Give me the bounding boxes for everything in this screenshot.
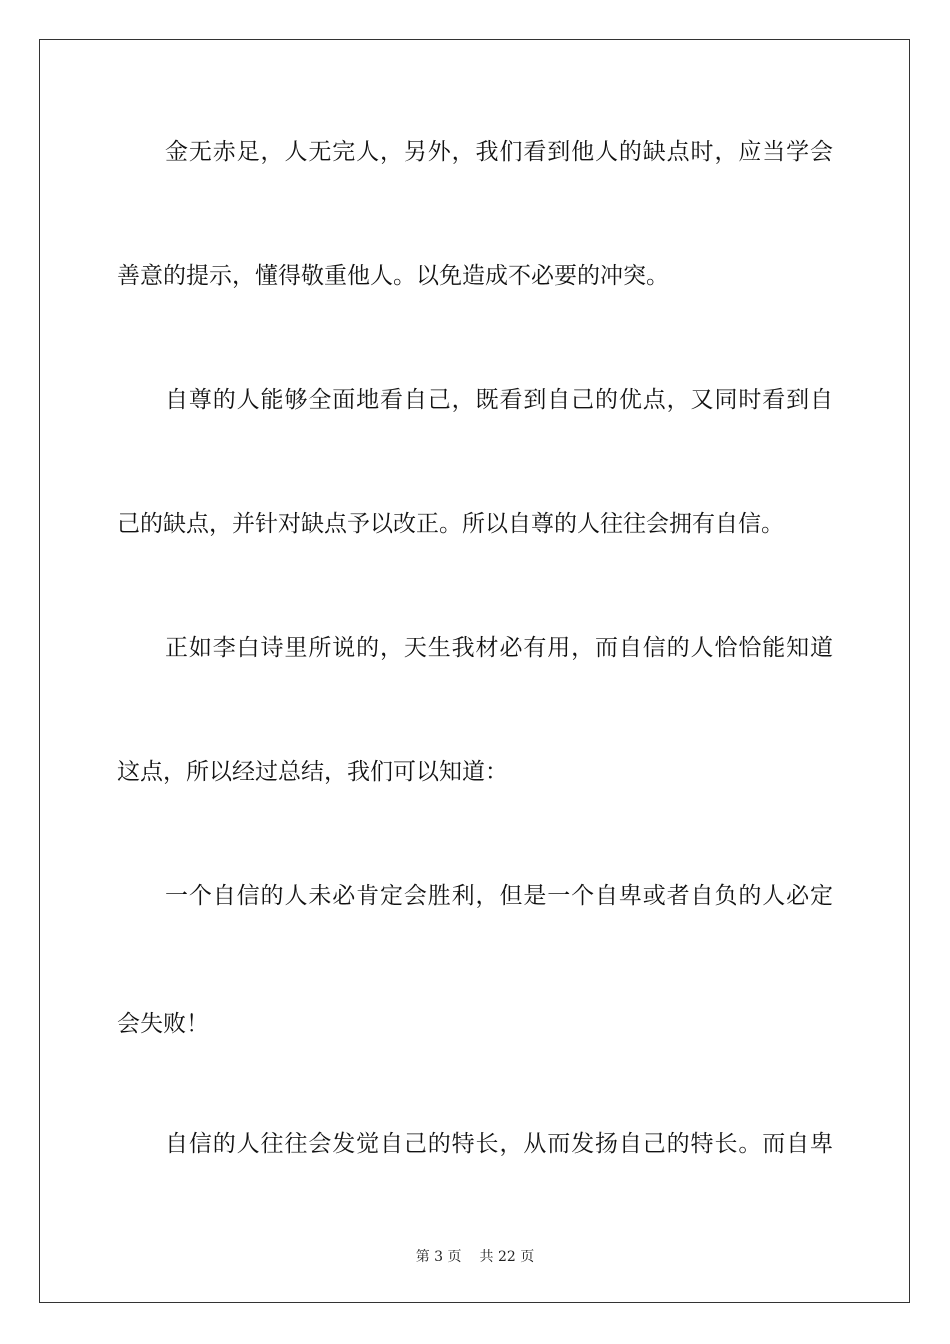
paragraph-1-line-2: 善意的提示，懂得敬重他人。以免造成不必要的冲突。 bbox=[117, 263, 669, 289]
paragraph-5-line-1: 自信的人往往会发觉自己的特长，从而发扬自己的特长。而自卑 bbox=[165, 1131, 833, 1157]
paragraph-1-line-1: 金无赤足，人无完人，另外，我们看到他人的缺点时，应当学会 bbox=[165, 139, 833, 165]
paragraph-3-line-2: 这点，所以经过总结，我们可以知道： bbox=[117, 759, 508, 785]
paragraph-4-line-1: 一个自信的人未必肯定会胜利，但是一个自卑或者自负的人必定 bbox=[165, 883, 833, 909]
paragraph-3-line-1: 正如李白诗里所说的，天生我材必有用，而自信的人恰恰能知道 bbox=[165, 635, 833, 661]
page-border bbox=[39, 39, 910, 1303]
paragraph-2-line-1: 自尊的人能够全面地看自己，既看到自己的优点，又同时看到自 bbox=[165, 387, 833, 413]
page-total: 共 22 页 bbox=[479, 1249, 535, 1265]
paragraph-4-line-2: 会失败！ bbox=[117, 1011, 209, 1037]
page-number: 第 3 页 bbox=[415, 1249, 462, 1265]
page-footer bbox=[0, 1247, 950, 1267]
paragraph-2-line-2: 己的缺点，并针对缺点予以改正。所以自尊的人往往会拥有自信。 bbox=[117, 511, 784, 537]
